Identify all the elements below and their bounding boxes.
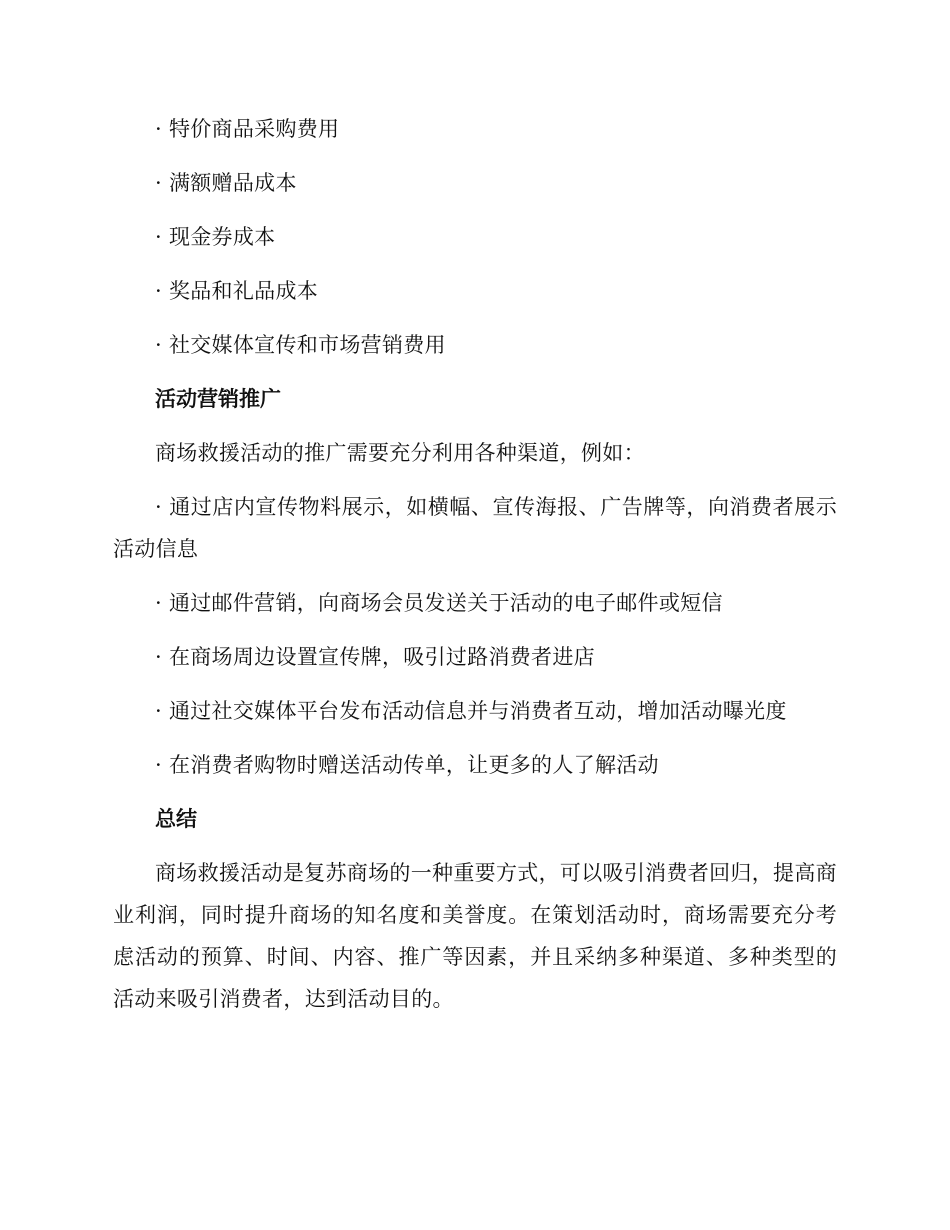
summary-paragraph: 商场救援活动是复苏商场的一种重要方式，可以吸引消费者回归，提高商业利润，同时提升商场的知名度和美誉度。在策划活动时，商场需要充分考虑活动的预算、时间、内容、推广等因素，并且采纳多种渠道、多种类型的活动来吸引消费者，达到活动目的。 xyxy=(113,861,837,1011)
document-body xyxy=(113,108,837,1032)
section-heading-summary: 总结 xyxy=(155,807,197,831)
promotion-item: · 在商场周边设置宣传牌，吸引过路消费者进店 xyxy=(155,645,595,669)
cost-item: · 满额赠品成本 xyxy=(155,171,297,195)
promotion-item: · 在消费者购物时赠送活动传单，让更多的人了解活动 xyxy=(155,753,659,777)
cost-item: · 社交媒体宣传和市场营销费用 xyxy=(155,333,446,357)
section-heading-promotion: 活动营销推广 xyxy=(155,387,281,411)
promotion-item: · 通过店内宣传物料展示，如横幅、宣传海报、广告牌等，向消费者展示活动信息 xyxy=(113,495,837,561)
promotion-item: · 通过社交媒体平台发布活动信息并与消费者互动，增加活动曝光度 xyxy=(155,699,787,723)
cost-item: · 特价商品采购费用 xyxy=(155,117,340,141)
promotion-intro: 商场救援活动的推广需要充分利用各种渠道，例如： xyxy=(155,441,645,465)
cost-item: · 现金券成本 xyxy=(155,225,276,249)
cost-item: · 奖品和礼品成本 xyxy=(155,279,319,303)
promotion-item: · 通过邮件营销，向商场会员发送关于活动的电子邮件或短信 xyxy=(155,591,723,615)
